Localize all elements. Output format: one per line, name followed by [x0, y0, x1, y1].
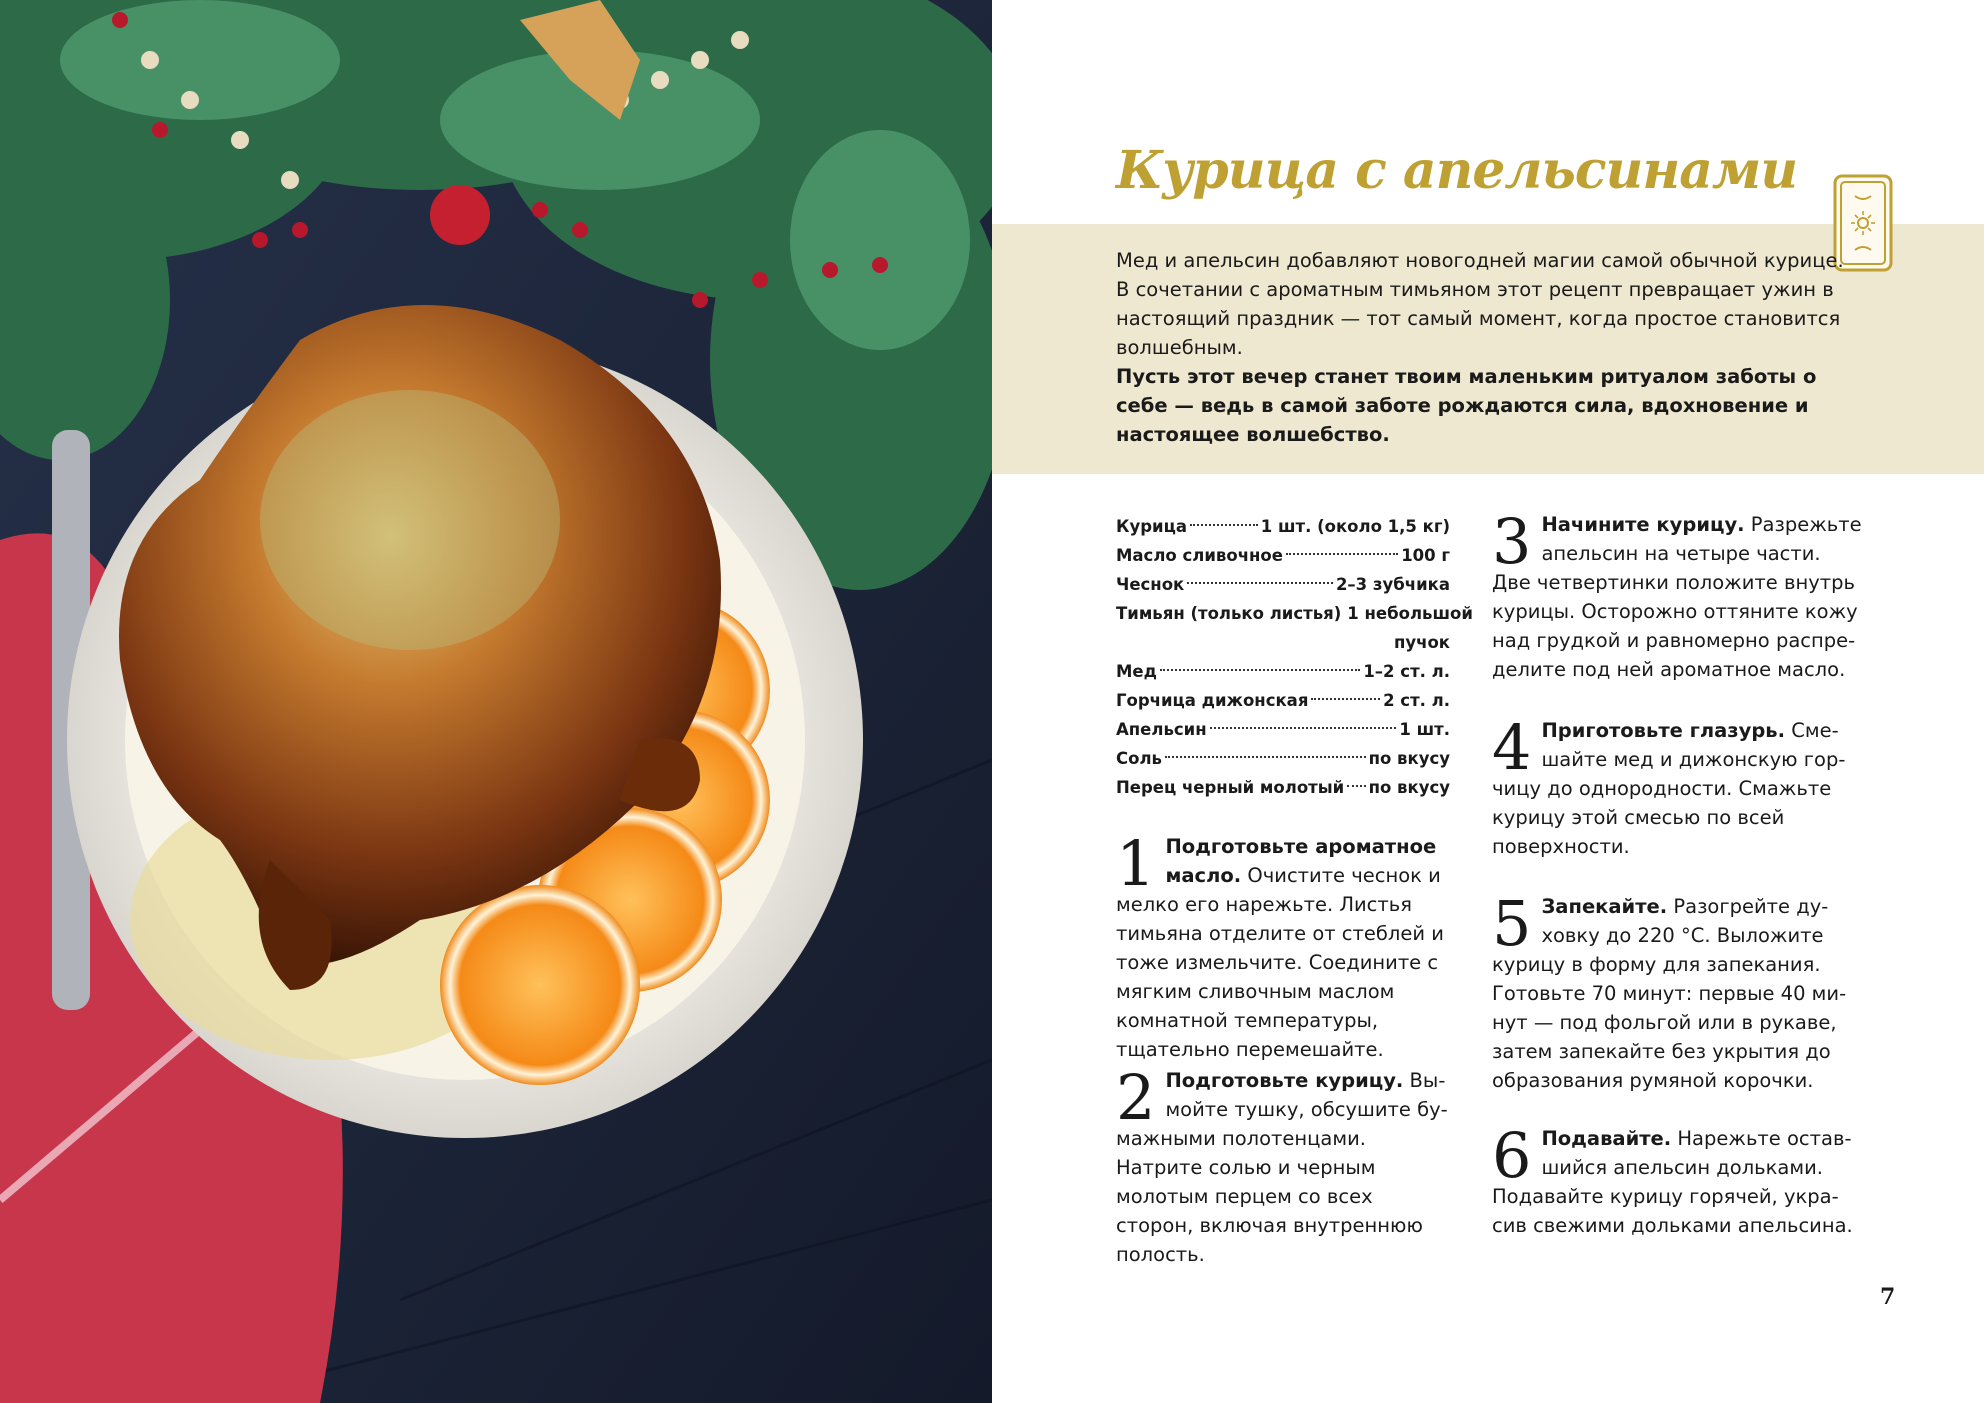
ingredient-row	[1116, 715, 1450, 744]
ingredient-qty: 1 небольшой	[1347, 604, 1473, 623]
step-text: Разрежьте апельсин на четыре части. Две четвертинки положите внутрь курицы. Осторожно оттяните кожу над грудкой и равномерно распределите под ней ароматное масло.	[1492, 513, 1862, 681]
intro-text	[1116, 246, 1856, 449]
step-1	[1116, 827, 1456, 1064]
ingredient-name: Горчица дижонская	[1116, 691, 1309, 710]
step-text: Разогрейте духовку до 220 °С. Выложите курицу в форму для запекания. Готовьте 70 минут: первые 40 минут — под фольгой или в рукаве, затем запекайте без укрытия до образования румяной корочки.	[1492, 895, 1847, 1092]
ingredient-qty-continued: пучок	[1393, 633, 1450, 652]
ingredient-name: Перец черный молотый	[1116, 778, 1345, 797]
step-text: Смешайте мед и дижонскую горчицу до однородности. Смажьте курицу этой смесью по всей поверхности.	[1492, 719, 1846, 858]
ingredient-qty: 100 г	[1401, 546, 1450, 565]
ingredients-list	[1116, 512, 1473, 802]
recipe-page	[992, 0, 1984, 1403]
ingredient-qty: 2–3 зубчика	[1335, 575, 1450, 594]
step-heading: Подготовьте ароматное масло.	[1165, 835, 1437, 887]
step-number: 2	[1116, 1061, 1156, 1134]
ingredient-qty: по вкусу	[1368, 778, 1450, 797]
ingredient-row	[1116, 512, 1450, 541]
ingredient-qty: по вкусу	[1368, 749, 1450, 768]
ingredient-name: Масло сливочное	[1116, 546, 1283, 565]
ingredient-qty: 1–2 ст. л.	[1363, 662, 1450, 681]
step-heading: Запекайте.	[1541, 895, 1668, 918]
step-text: Нарежьте оставшийся апельсин дольками. Подавайте курицу горячей, украсив свежими дольками апельсина.	[1492, 1127, 1853, 1237]
recipe-title: Курица с апельсинами	[1116, 140, 1798, 201]
step-heading: Приготовьте глазурь.	[1541, 719, 1786, 742]
page-number: 7	[1880, 1284, 1896, 1310]
ingredient-name: Тимьян (только листья)	[1116, 604, 1342, 623]
step-6	[1492, 1119, 1862, 1240]
step-2	[1116, 1061, 1456, 1269]
ingredient-row	[1116, 773, 1450, 802]
step-heading: Подавайте.	[1541, 1127, 1672, 1150]
ingredient-row	[1116, 599, 1473, 628]
ingredient-row	[1116, 657, 1450, 686]
intro-bold-paragraph: Пусть этот вечер станет твоим маленьким ритуалом заботы о себе — ведь в самой заботе рождаются сила, вдохновение и настоящее волшебство.	[1116, 365, 1817, 446]
step-3	[1492, 505, 1862, 684]
ingredient-row	[1116, 744, 1450, 773]
ingredient-name: Чеснок	[1116, 575, 1185, 594]
ingredient-qty: 1 шт. (около 1,5 кг)	[1260, 517, 1450, 536]
ingredient-row	[1116, 686, 1450, 715]
ingredient-name: Соль	[1116, 749, 1162, 768]
intro-paragraph: Мед и апельсин добавляют новогодней магии самой обычной курице. В сочетании с ароматным тимьяном этот рецепт превращает ужин в настоящий праздник — тот самый момент, когда простое становится волшебным.	[1116, 249, 1844, 359]
ingredient-name: Апельсин	[1116, 720, 1207, 739]
step-text: Очистите чеснок и мелко его нарежьте. Листья тимьяна отделите от стеблей и тоже измельчите. Соедините с мягким сливочным маслом комнатной температуры, тщательно перемешайте.	[1116, 864, 1444, 1061]
step-heading: Начините курицу.	[1541, 513, 1745, 536]
ingredient-row	[1116, 570, 1450, 599]
ingredient-name: Курица	[1116, 517, 1187, 536]
ingredient-qty: 1 шт.	[1399, 720, 1450, 739]
step-number: 1	[1116, 827, 1156, 900]
step-5	[1492, 887, 1862, 1095]
step-heading: Подготовьте курицу.	[1165, 1069, 1404, 1092]
step-number: 5	[1492, 887, 1532, 960]
ingredient-name: Мед	[1116, 662, 1157, 681]
step-number: 3	[1492, 505, 1532, 578]
step-4	[1492, 711, 1862, 861]
ingredient-row	[1116, 541, 1450, 570]
step-text: Вымойте тушку, обсушите бумажными полотенцами. Натрите солью и черным молотым перцем со всех сторон, включая внутреннюю полость.	[1116, 1069, 1448, 1266]
step-number: 4	[1492, 711, 1532, 784]
step-number: 6	[1492, 1119, 1532, 1192]
ingredient-qty: 2 ст. л.	[1383, 691, 1450, 710]
